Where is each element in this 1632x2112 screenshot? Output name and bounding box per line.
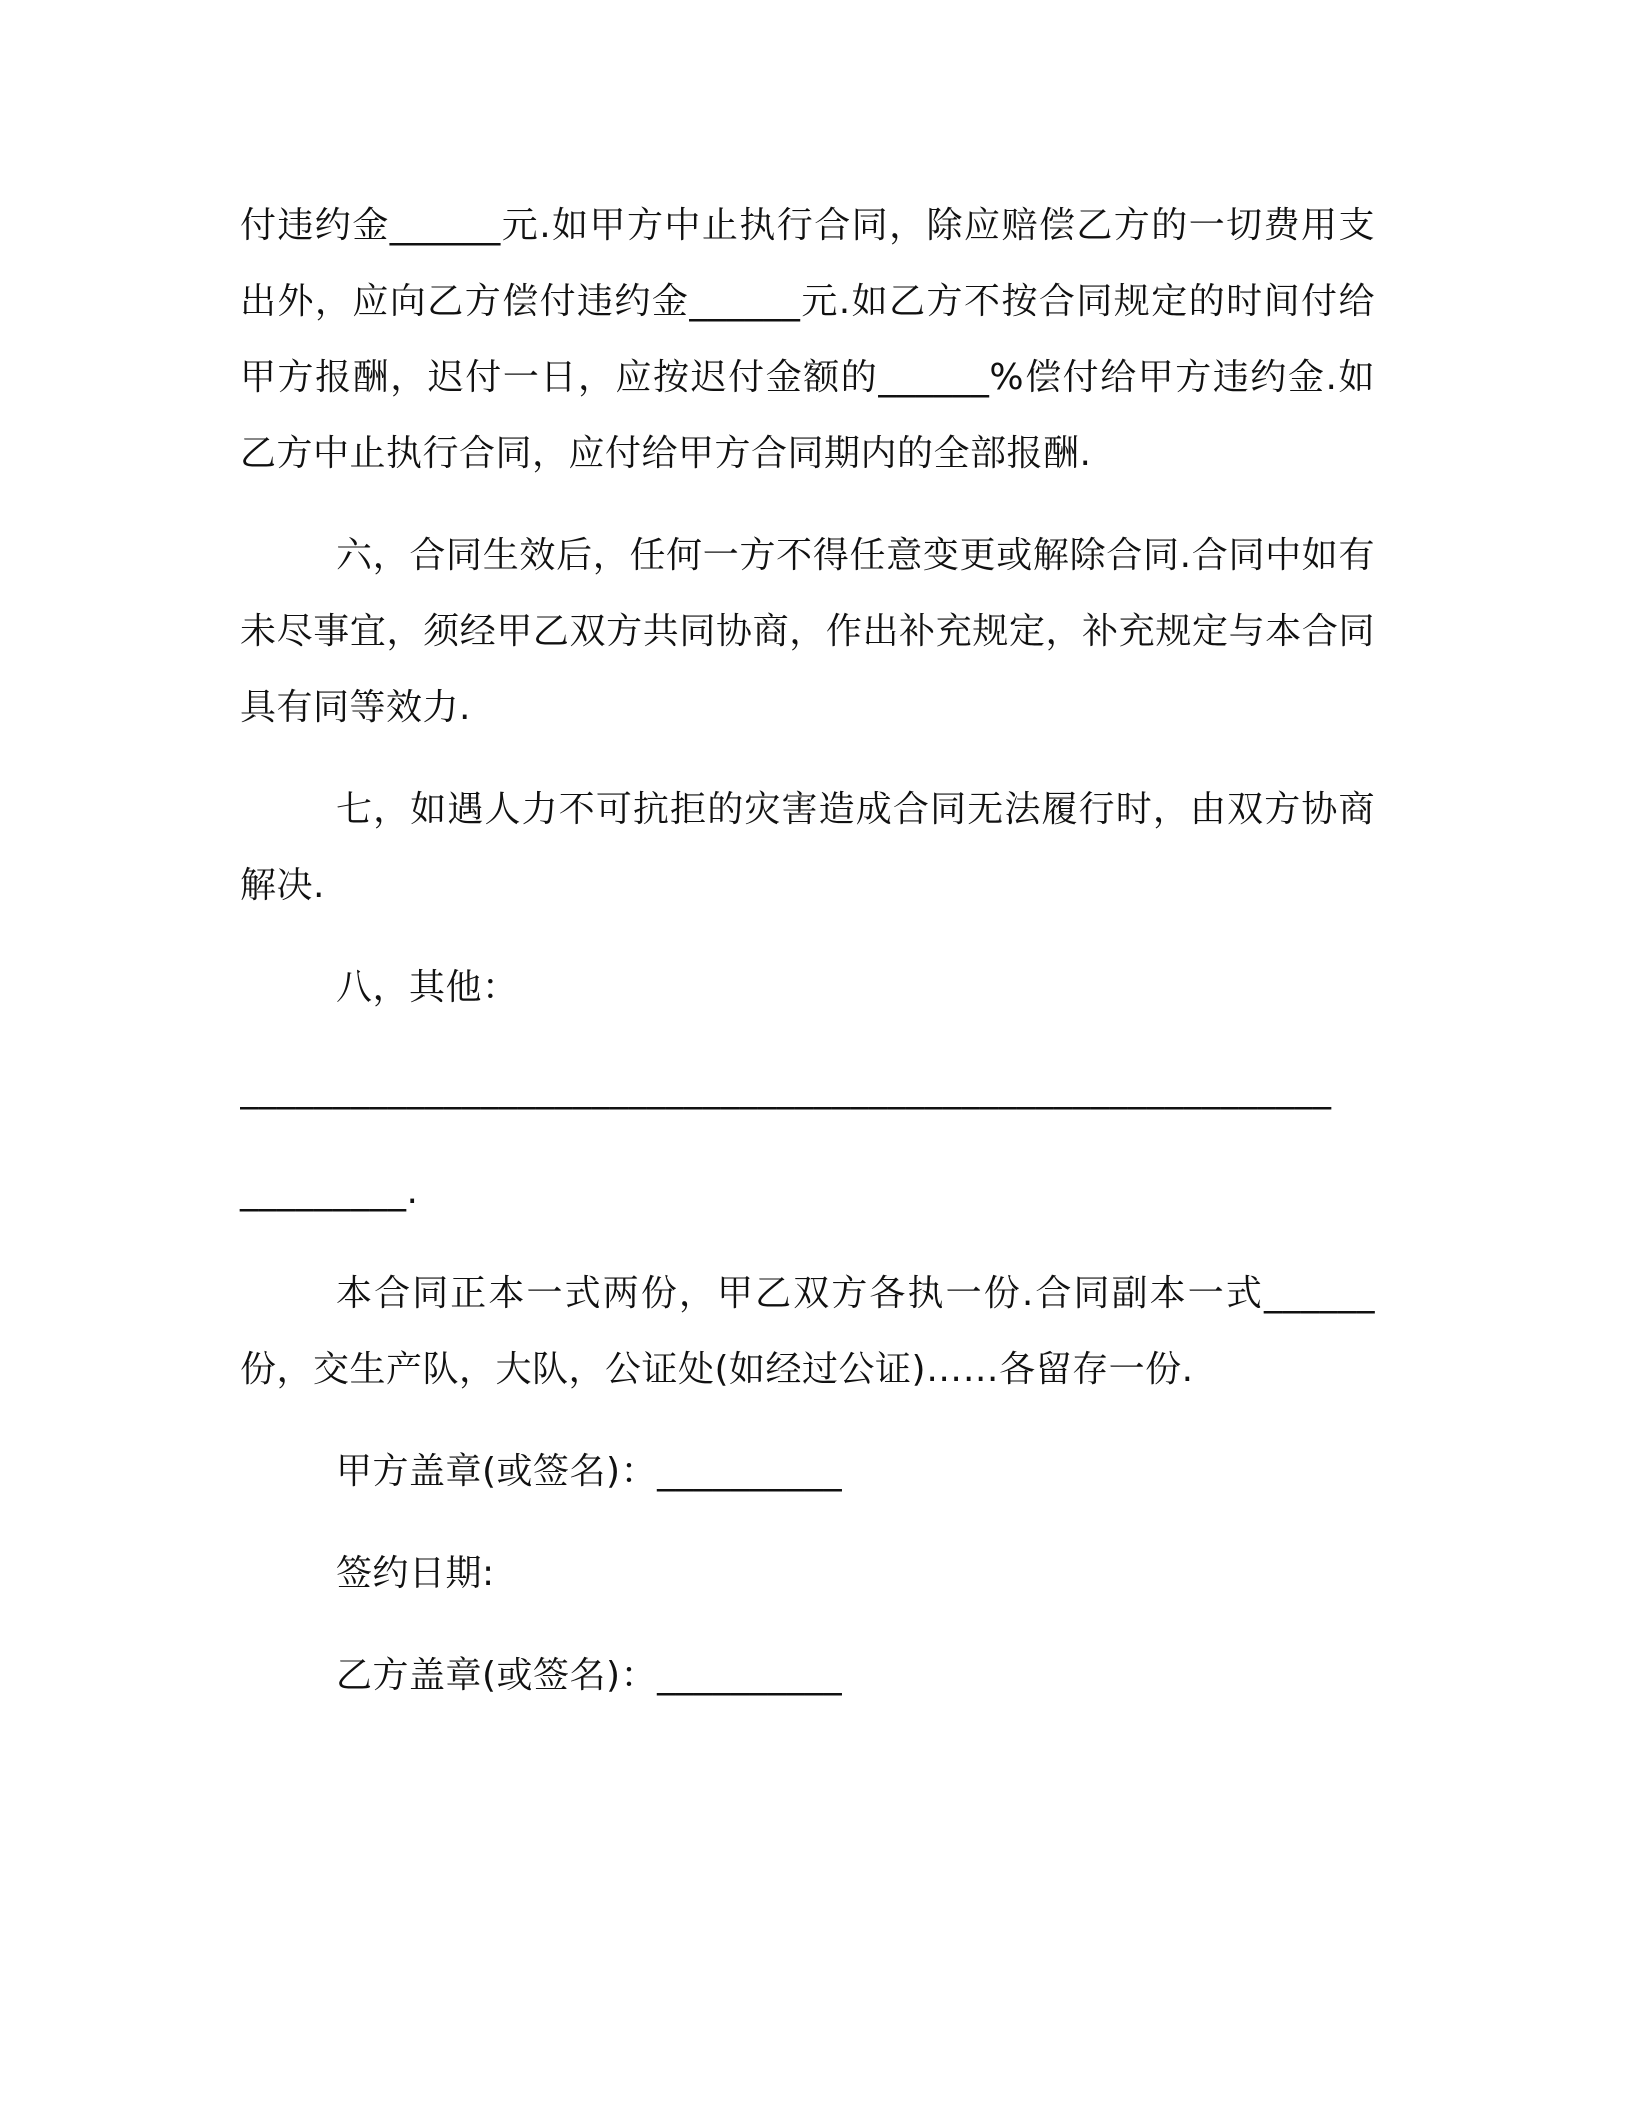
clause-6: 六，合同生效后，任何一方不得任意变更或解除合同.合同中如有未尽事宜，须经甲乙双方共同协商，作出补充规定，补充规定与本合同具有同等效力. bbox=[240, 535, 1375, 728]
clause-8-heading: 八，其他： bbox=[336, 967, 519, 1008]
document-body bbox=[240, 188, 1375, 1740]
clause-5-continuation: 付违约金______元.如甲方中止执行合同，除应赔偿乙方的一切费用支出外，应向乙方偿付违约金______元.如乙方不按合同规定的时间付给甲方报酬，迟付一日，应按迟付金额的______%偿付给甲方违约金.如乙方中止执行合同，应付给甲方合同期内的全部报酬. bbox=[240, 205, 1375, 474]
clause-7: 七，如遇人力不可抗拒的灾害造成合同无法履行时，由双方协商解决. bbox=[240, 789, 1375, 906]
party-b-signature: 乙方盖章(或签名)：__________ bbox=[336, 1655, 843, 1696]
party-a-signature: 甲方盖章(或签名)：__________ bbox=[336, 1451, 843, 1492]
signing-date: 签约日期: bbox=[336, 1553, 495, 1594]
clause-8-blank-line-2: _________. bbox=[240, 1171, 419, 1212]
copies-clause: 本合同正本一式两份，甲乙双方各执一份.合同副本一式______份，交生产队，大队，公证处(如经过公证)……各留存一份. bbox=[240, 1273, 1375, 1390]
clause-8-blank-line-1: ___________________________________________________________ bbox=[240, 1069, 1332, 1110]
